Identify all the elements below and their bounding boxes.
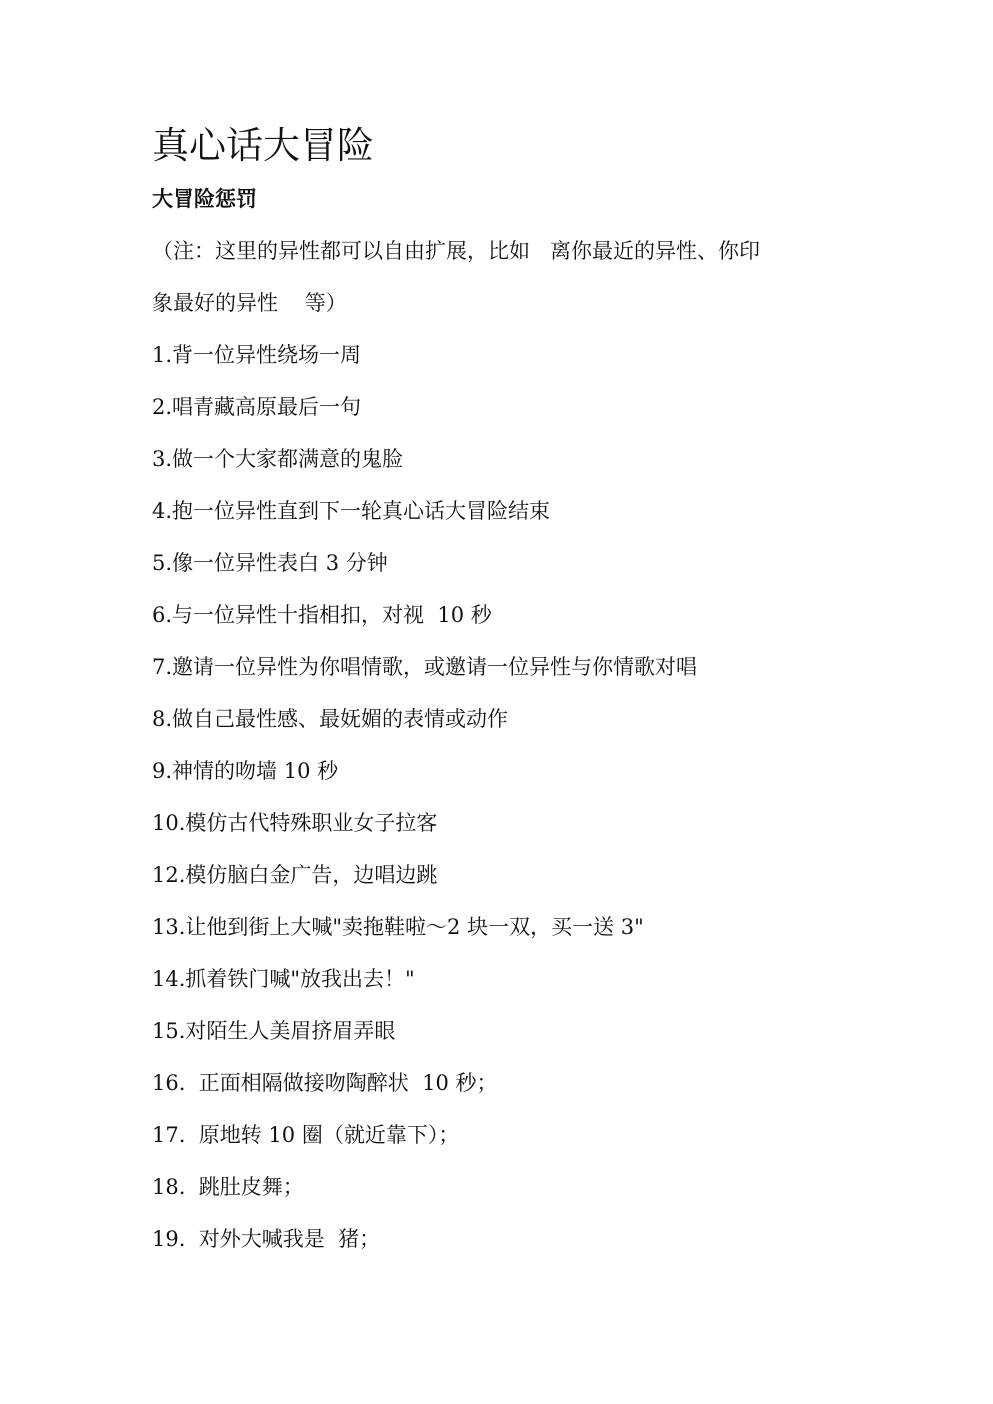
list-item: 17. 原地转 10 圈（就近靠下）； bbox=[152, 1123, 460, 1147]
list-item: 12.模仿脑白金广告，边唱边跳 bbox=[152, 863, 438, 887]
document-title: 真心话大冒险 bbox=[152, 124, 374, 167]
list-item: 16. 正面相隔做接吻陶醉状 10 秒； bbox=[152, 1071, 498, 1095]
list-item: 7.邀请一位异性为你唱情歌，或邀请一位异性与你情歌对唱 bbox=[152, 655, 698, 679]
list-item: 4.抱一位异性直到下一轮真心话大冒险结束 bbox=[152, 499, 551, 523]
list-item: 9.神情的吻墙 10 秒 bbox=[152, 759, 339, 783]
list-item: 19. 对外大喊我是 猪； bbox=[152, 1227, 381, 1251]
list-item: 15.对陌生人美眉挤眉弄眼 bbox=[152, 1019, 396, 1043]
list-item: 10.模仿古代特殊职业女子拉客 bbox=[152, 811, 438, 835]
note-line-1: （注：这里的异性都可以自由扩展，比如 离你最近的异性、你印 bbox=[152, 239, 761, 263]
list-item: 3.做一个大家都满意的鬼脸 bbox=[152, 447, 404, 471]
list-item: 5.像一位异性表白 3 分钟 bbox=[152, 551, 388, 575]
list-item: 14.抓着铁门喊"放我出去！" bbox=[152, 967, 415, 991]
list-item: 1.背一位异性绕场一周 bbox=[152, 343, 362, 367]
list-item: 6.与一位异性十指相扣，对视 10 秒 bbox=[152, 603, 492, 627]
section-subtitle: 大冒险惩罚 bbox=[152, 186, 257, 211]
list-item: 13.让他到街上大喊"卖拖鞋啦～2 块一双，买一送 3" bbox=[152, 915, 644, 939]
list-item: 18. 跳肚皮舞； bbox=[152, 1175, 304, 1199]
list-item: 2.唱青藏高原最后一句 bbox=[152, 395, 362, 419]
note-line-2: 象最好的异性 等） bbox=[152, 291, 347, 315]
list-item: 8.做自己最性感、最妩媚的表情或动作 bbox=[152, 707, 509, 731]
